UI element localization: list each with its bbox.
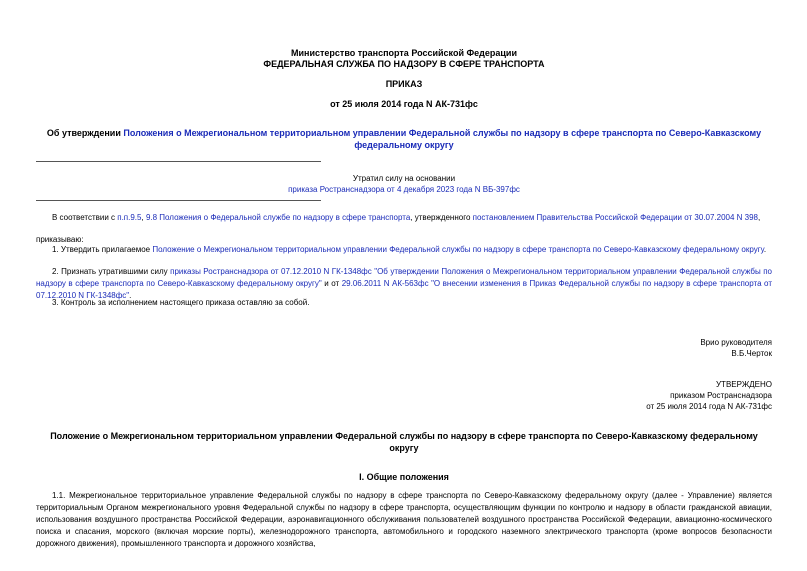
approved-label: УТВЕРЖДЕНО bbox=[715, 380, 772, 389]
item-text: 1. Утвердить прилагаемое bbox=[52, 245, 153, 254]
approved-date: от 25 июля 2014 года N АК-731фс bbox=[646, 402, 772, 411]
item-3: 3. Контроль за исполнением настоящего приказа оставляю за собой. bbox=[52, 298, 310, 307]
divider-bottom bbox=[36, 200, 321, 201]
status-note: Утратил силу на основании bbox=[352, 174, 456, 183]
service-name: ФЕДЕРАЛЬНАЯ СЛУЖБА ПО НАДЗОРУ В СФЕРЕ ТРАНСПОРТА bbox=[263, 59, 545, 69]
title-link[interactable]: Положения о Межрегиональном территориальном управлении Федеральной службы по надзору в сфере транспорта по Северо-Кавказскому федеральному округу bbox=[123, 128, 762, 150]
item-text: 2. Признать утратившими силу bbox=[52, 267, 171, 276]
preamble-text: , bbox=[758, 213, 761, 222]
section-heading: I. Общие положения bbox=[359, 472, 449, 482]
order-word: приказываю: bbox=[36, 235, 84, 244]
item-text: и от bbox=[321, 279, 342, 288]
signatory-name: В.Б.Черток bbox=[731, 349, 772, 358]
document-type: ПРИКАЗ bbox=[385, 79, 423, 89]
preamble-text: В соответствии с bbox=[52, 213, 118, 222]
signatory-role: Врио руководителя bbox=[700, 338, 772, 347]
item-1 bbox=[52, 244, 772, 256]
link-order-ak-563[interactable]: 29.06.2011 N АК-563фс "О внесении изменения в Приказ Федеральной службы по надзору в сфере транспорта от 07.12.2010 N ГК-1348фс" bbox=[36, 279, 772, 300]
link-clause-9-5[interactable]: п.п.9.5 bbox=[117, 213, 142, 222]
approved-by: приказом Ространснадзора bbox=[670, 391, 772, 400]
document-title bbox=[40, 127, 768, 151]
ministry-name: Министерство транспорта Российской Федерации bbox=[291, 48, 517, 58]
preamble-text: , bbox=[141, 213, 146, 222]
title-prefix: Об утверждении bbox=[46, 128, 124, 138]
item-text: . bbox=[763, 245, 767, 254]
preamble-paragraph bbox=[52, 212, 772, 224]
preamble-text: , утвержденного bbox=[410, 213, 473, 222]
document-date: от 25 июля 2014 года N АК-731фс bbox=[330, 99, 478, 109]
link-government-decree[interactable]: постановлением Правительства Российской Федерации от 30.07.2004 N 398 bbox=[472, 213, 758, 222]
status-link[interactable]: приказа Ространснадзора от 4 декабря 2023 года N ВБ-397фс bbox=[288, 185, 520, 194]
link-service-regulation[interactable]: 9.8 Положения о Федеральной службе по надзору в сфере транспорта bbox=[145, 213, 411, 222]
paragraph-1-1: 1.1. Межрегиональное территориальное управление Федеральной службы по надзору в сфере транспорта по Северо-Кавказскому федеральному округу (далее - Управление) является территориальным Органом межрегионального уровня Федеральной службы по надзору в сфере транспорта, осуществляющим функции по контролю и надзору в области гражданской авиации, использования воздушного пространства Российской Федерации, аэронавигационного обслуживания пользователей воздушного пространства Российской Федерации, авиационно-космического поиска и спасания, морского (включая морские порты), железнодорожного транспорта, автомобильного и городского наземного электрического транспорта (кроме вопросов безопасности дорожного движения), промышленного транспорта и дорожного хозяйства, bbox=[36, 491, 772, 548]
link-regulation[interactable]: Положение о Межрегиональном территориальном управлении Федеральной службы по надзору в сфере транспорта по Северо-Кавказскому федеральному округу bbox=[152, 245, 764, 254]
link-order-gk-1348[interactable]: приказы Ространснадзора от 07.12.2010 N ГК-1348фс "Об утверждении Положения о Межрегиональном территориальном управлении Федеральной службы по надзору в сфере транспорта по Северо-Кавказскому федеральному округу" bbox=[36, 267, 773, 288]
item-text: . bbox=[129, 291, 132, 300]
divider-top bbox=[36, 161, 321, 162]
regulation-title: Положение о Межрегиональном территориальном управлении Федеральной службы по надзору в сфере транспорта по Северо-Кавказскому федеральному округу bbox=[50, 431, 758, 453]
